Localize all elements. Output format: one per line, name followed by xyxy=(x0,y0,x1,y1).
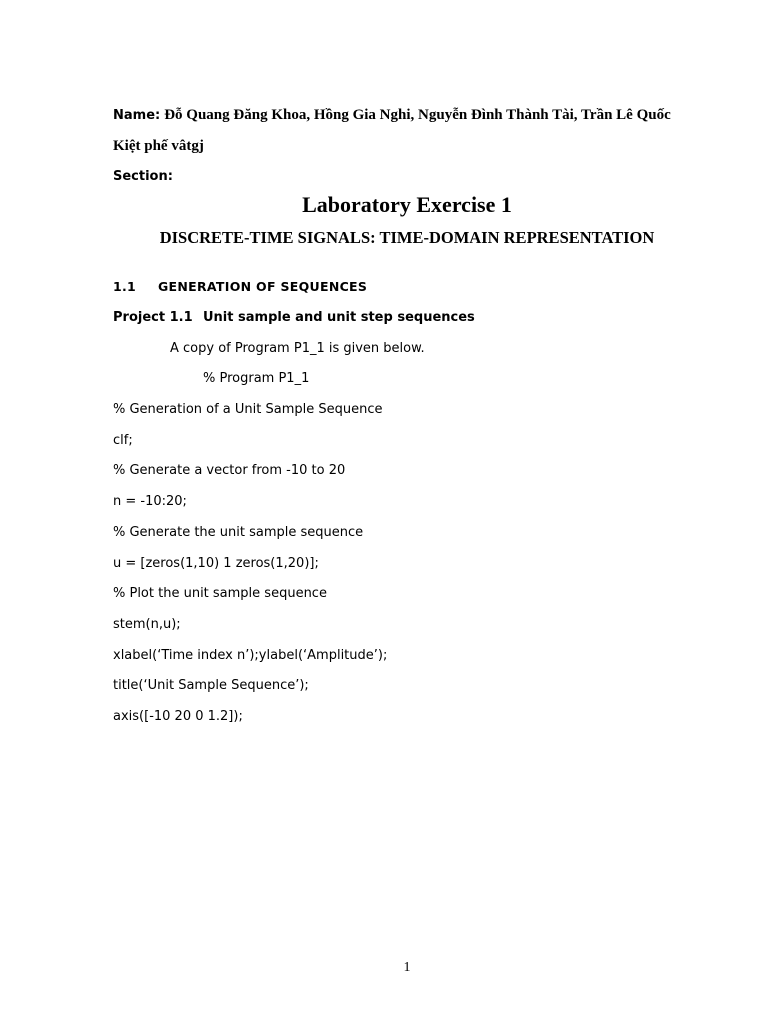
document-subtitle: DISCRETE-TIME SIGNALS: TIME-DOMAIN REPRESENTATION xyxy=(159,228,655,247)
intro-text: A copy of Program P1_1 is given below. xyxy=(170,341,425,356)
code-line: title(‘Unit Sample Sequence’); xyxy=(113,678,309,693)
project-number: Project 1.1 xyxy=(113,310,193,325)
section-title: GENERATION OF SEQUENCES xyxy=(158,279,368,294)
code-line: n = -10:20; xyxy=(113,494,187,509)
code-line: % Generate the unit sample sequence xyxy=(113,525,364,540)
code-line: % Generation of a Unit Sample Sequence xyxy=(113,402,383,417)
section-label: Section: xyxy=(113,169,173,184)
name-value-continued: Kiệt phế vâtgj xyxy=(113,138,204,154)
code-line: axis([-10 20 0 1.2]); xyxy=(113,709,243,724)
name-label: Name: xyxy=(113,108,161,123)
program-label: % Program P1_1 xyxy=(203,371,310,386)
name-value: Đỗ Quang Đăng Khoa, Hồng Gia Nghi, Nguyễn Đình Thành Tài, Trần Lê Quốc xyxy=(164,107,671,123)
page-number: 1 xyxy=(403,960,411,975)
code-line: clf; xyxy=(113,433,133,448)
project-title: Unit sample and unit step sequences xyxy=(203,310,475,325)
section-heading xyxy=(113,278,367,296)
section-number: 1.1 xyxy=(113,279,137,294)
code-line: % Plot the unit sample sequence xyxy=(113,586,327,601)
code-line: % Generate a vector from -10 to 20 xyxy=(113,463,346,478)
project-heading xyxy=(113,309,475,327)
document-title: Laboratory Exercise 1 xyxy=(302,192,512,217)
code-line: xlabel(‘Time index n’);ylabel(‘Amplitude’); xyxy=(113,648,388,663)
code-line: stem(n,u); xyxy=(113,617,181,632)
code-line: u = [zeros(1,10) 1 zeros(1,20)]; xyxy=(113,556,319,571)
name-line xyxy=(113,106,671,125)
